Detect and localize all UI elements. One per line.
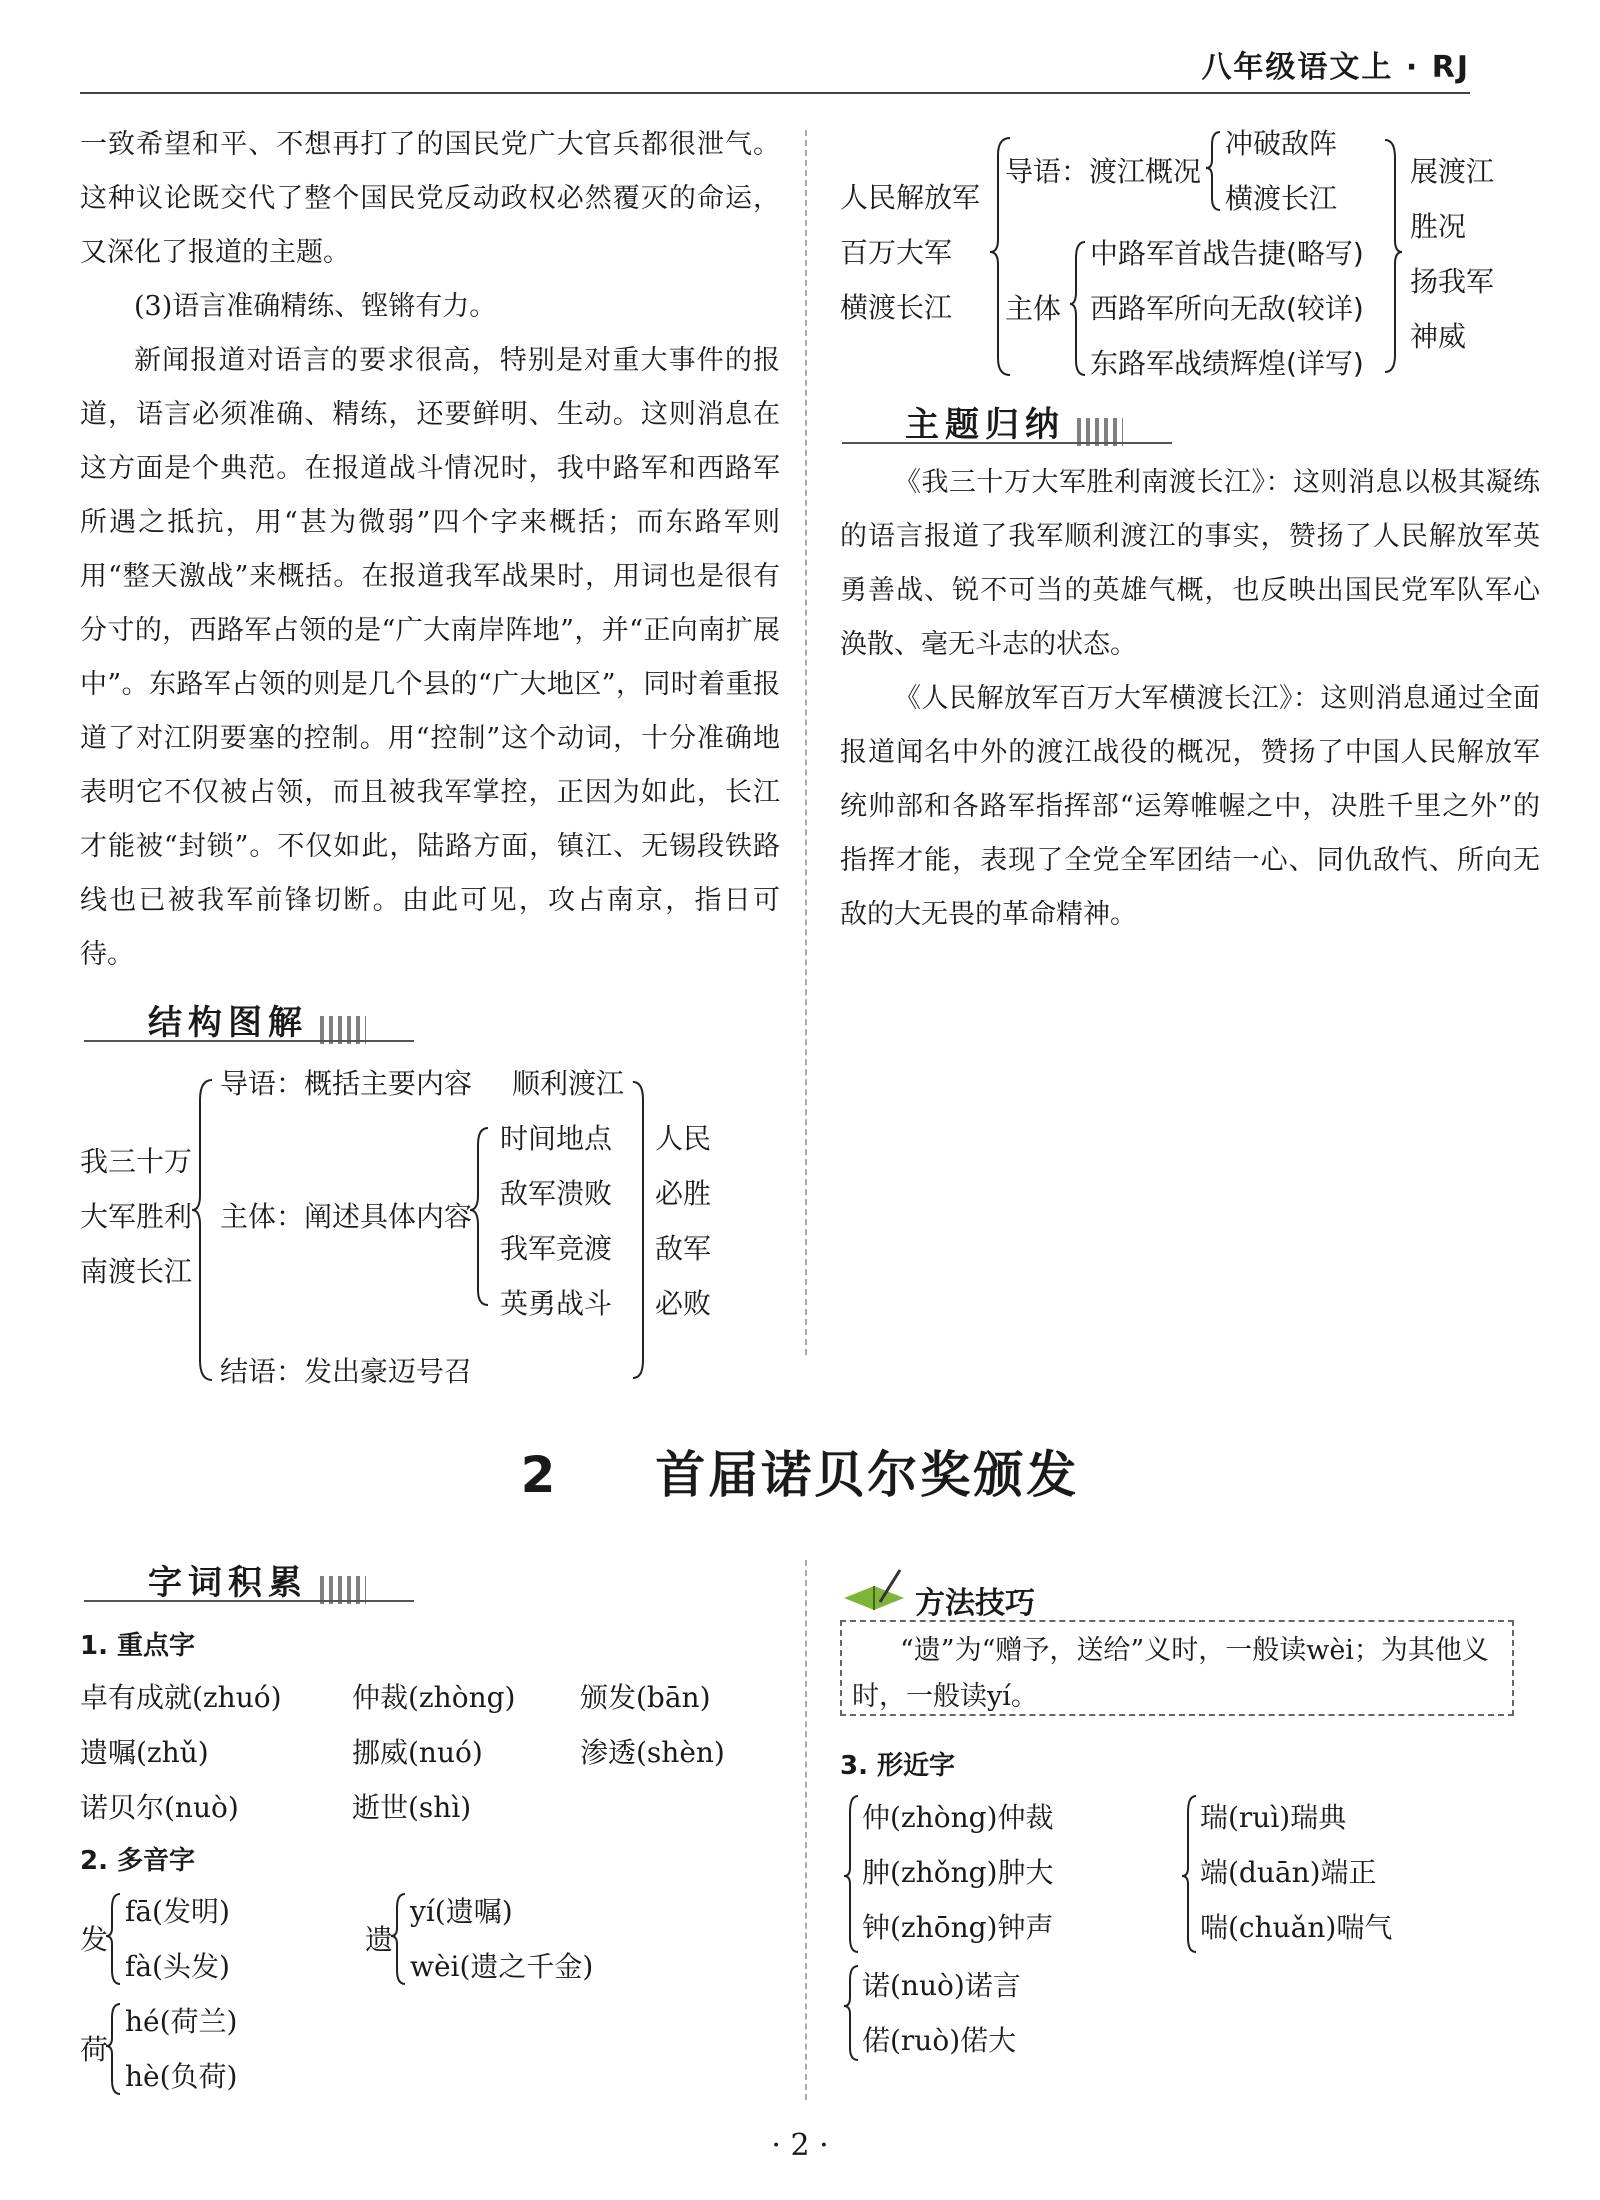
poly-read-2a: yí(遗嘱): [410, 1895, 513, 1928]
root-line-3: 南渡长江: [80, 1255, 193, 1288]
similar-a-2: 肿(zhǒng)肿大: [862, 1856, 1054, 1889]
similar-a-1: 仲(zhòng)仲裁: [862, 1801, 1054, 1834]
lesson-title-text: 首届诺贝尔奖颁发: [655, 1446, 1080, 1504]
root-line-1: 我三十万: [80, 1145, 193, 1178]
lead-result: 顺利渡江: [512, 1067, 625, 1100]
poly-braces: [0, 1880, 800, 2100]
right-label-3: 敌军: [655, 1232, 712, 1265]
poly-read-1b: fà(头发): [125, 1950, 230, 1983]
body-item-2: 敌军溃败: [500, 1177, 613, 1210]
word-8: 逝世(shì): [352, 1791, 472, 1824]
lesson-number: 2: [520, 1446, 559, 1504]
right2-label-2: 胜况: [1410, 210, 1467, 243]
poly-read-2b: wèi(遗之千金): [410, 1950, 594, 1983]
body-item-4: 英勇战斗: [500, 1287, 613, 1320]
column-divider-lower: [805, 1560, 807, 2100]
similar-c-1: 诺(nuò)诺言: [862, 1969, 1021, 2002]
lesson-title: [0, 1435, 1600, 1507]
right2-label-3: 扬我军: [1410, 265, 1495, 298]
book-pen-icon: [840, 1568, 910, 1614]
left-paragraph-2: 新闻报道对语言的要求很高，特别是对重大事件的报道，语言必须准确、精练，还要鲜明、生动。这则消息在这方面是个典范。在报道战斗情况时，我中路军和西路军所遇之抵抗，用“甚为微弱”四个字来概括；而东路军则用“整天激战”来概括。在报道我军战果时，用词也是很有分寸的，西路军占领的是“广大南岸阵地”，并“正向南扩展中”。东路军占领的则是几个县的“广大地区”，同时着重报道了对江阴要塞的控制。用“控制”这个动词，十分准确地表明它不仅被占领，而且被我军掌控，正因为如此，长江才能被“封锁”。不仅如此，陆路方面，镇江、无锡段铁路线也已被我军前锋切断。由此可见，攻占南京，指日可待。: [80, 345, 780, 970]
section-head-theme: [905, 397, 1123, 446]
section-title: 结构图解: [148, 1003, 308, 1043]
word-5: 挪威(nuó): [352, 1736, 483, 1769]
subhead-polyphone: 2. 多音字: [80, 1846, 196, 1876]
root-line-2: 大军胜利: [80, 1200, 193, 1233]
similar-c-2: 偌(ruò)偌大: [862, 2024, 1017, 2057]
body2-item-2: 西路军所向无敌(较详): [1090, 292, 1364, 325]
header-title: 八年级语文上 · RJ: [1201, 50, 1470, 85]
end-label: 结语：发出豪迈号召: [220, 1355, 473, 1388]
body2-item-1: 中路军首战告捷(略写): [1090, 237, 1364, 270]
lead2-item-2: 横渡长江: [1225, 182, 1338, 215]
root2-line-3: 横渡长江: [840, 291, 953, 324]
left-paragraph-1: 一致希望和平、不想再打了的国民党广大官兵都很泄气。这种议论既交代了整个国民党反动政权必然覆灭的命运，又深化了报道的主题。: [80, 129, 780, 268]
section-underline: [84, 1600, 414, 1602]
body-label: 主体：阐述具体内容: [220, 1200, 473, 1233]
similar-a-3: 钟(zhōng)钟声: [862, 1911, 1054, 1944]
root2-line-2: 百万大军: [840, 236, 953, 269]
theme-paragraph-2: 《人民解放军百万大军横渡长江》：这则消息通过全面报道闻名中外的渡江战役的概况，赞扬了中国人民解放军统帅部和各路军指挥部“运筹帷幄之中，决胜千里之外”的指挥才能，表现了全党全军团结一心、同仇敌忾、所向无敌的大无畏的革命精神。: [840, 683, 1540, 930]
right-label-2: 必胜: [655, 1177, 712, 1210]
tip-title: 方法技巧: [915, 1586, 1035, 1621]
section-underline: [842, 442, 1172, 444]
body2-label: 主体: [1005, 292, 1062, 325]
body-item-3: 我军竞渡: [500, 1232, 613, 1265]
word-1: 卓有成就(zhuó): [80, 1681, 282, 1714]
body-item-1: 时间地点: [500, 1122, 613, 1155]
poly-char-1: 发: [80, 1923, 109, 1956]
word-6: 渗透(shèn): [580, 1736, 725, 1769]
poly-char-2: 遗: [365, 1923, 394, 1956]
right2-label-1: 展渡江: [1410, 155, 1495, 188]
section-head-vocab: [148, 1555, 366, 1604]
tip-text: “遗”为“赠予，送给”义时，一般读wèi；为其他义时，一般读yí。: [852, 1635, 1489, 1712]
subhead-similar: 3. 形近字: [840, 1751, 956, 1781]
word-2: 仲裁(zhòng): [352, 1681, 516, 1714]
lead-label: 导语：概括主要内容: [220, 1067, 473, 1100]
vocab-title: 字词积累: [148, 1563, 308, 1603]
diagram2-braces: [0, 0, 1600, 400]
subhead-key-chars: 1. 重点字: [80, 1631, 196, 1661]
similar-b-1: 瑞(ruì)瑞典: [1200, 1801, 1347, 1834]
poly-read-1a: fā(发明): [125, 1895, 230, 1928]
right2-label-4: 神威: [1410, 320, 1467, 353]
right-label-1: 人民: [655, 1122, 712, 1155]
poly-read-3b: hè(负荷): [125, 2060, 238, 2093]
point-3: (3)语言准确精练、铿锵有力。: [134, 291, 497, 322]
theme-paragraph-1: 《我三十万大军胜利南渡长江》：这则消息以极其凝练的语言报道了我军顺利渡江的事实，赞扬了人民解放军英勇善战、锐不可当的英雄气概，也反映出国民党军队军心涣散、毫无斗志的状态。: [840, 467, 1540, 660]
lead2-label: 导语：渡江概况: [1005, 155, 1202, 188]
theme-title: 主题归纳: [905, 405, 1065, 445]
lead2-item-1: 冲破敌阵: [1225, 127, 1338, 160]
word-7: 诺贝尔(nuò): [80, 1791, 239, 1824]
right-label-4: 必败: [655, 1287, 712, 1320]
root2-line-1: 人民解放军: [840, 181, 981, 214]
similar-braces: [830, 1790, 1230, 2070]
poly-char-3: 荷: [80, 2033, 109, 2066]
body2-item-3: 东路军战绩辉煌(详写): [1090, 347, 1364, 380]
word-3: 颁发(bān): [580, 1681, 711, 1714]
poly-read-3a: hé(荷兰): [125, 2005, 238, 2038]
word-4: 遗嘱(zhǔ): [80, 1736, 209, 1769]
page-number: · 2 ·: [771, 2128, 829, 2163]
similar-b-3: 喘(chuǎn)喘气: [1200, 1911, 1393, 1944]
similar-b-2: 端(duān)端正: [1200, 1856, 1377, 1889]
